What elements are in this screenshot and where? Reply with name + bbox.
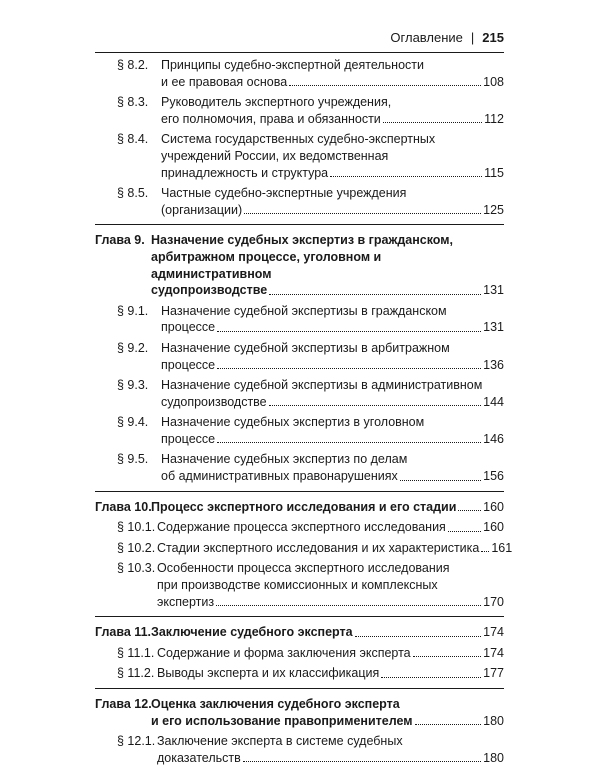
- toc-entry-number: § 8.4.: [117, 132, 149, 147]
- toc-entry-title: [161, 131, 504, 181]
- toc-page-number[interactable]: 174: [483, 625, 504, 640]
- toc-page-number[interactable]: 161: [491, 540, 513, 555]
- toc-entry-last-line: [151, 713, 504, 730]
- toc-entry-number: § 8.3.: [117, 95, 149, 110]
- toc-entry-last-line: [157, 750, 504, 767]
- dot-leader: [458, 510, 481, 511]
- toc-entry-last-line: [161, 394, 504, 411]
- toc-entry-number: § 10.2.: [117, 540, 156, 555]
- toc-entry-title-line: Содержание процесса экспертного исследования: [157, 520, 446, 535]
- toc-entry-title-line: Назначение судебных экспертиз по делам: [161, 452, 408, 467]
- toc-section-entry[interactable]: [95, 560, 504, 610]
- toc-page-number[interactable]: 160: [483, 499, 504, 514]
- dot-leader: [217, 331, 481, 332]
- header-section-title: Оглавление: [390, 30, 463, 45]
- toc-entry-title-line: Назначение судебной экспертизы в административном: [161, 378, 483, 393]
- toc-entry-title: [161, 185, 504, 218]
- toc-entry-title-line: экспертиз: [157, 594, 215, 609]
- toc-entry-number: § 9.5.: [117, 452, 149, 467]
- toc-entry-last-line: [161, 74, 504, 91]
- toc-entry-title-line: Оценка заключения судебного эксперта: [151, 697, 400, 711]
- dot-leader: [330, 176, 482, 177]
- toc-entry-last-line: [161, 319, 504, 336]
- toc-entry-title-line: Назначение судебной экспертизы в арбитражном: [161, 340, 450, 355]
- toc-page-number[interactable]: 125: [483, 202, 504, 217]
- toc-page-number[interactable]: 131: [483, 320, 504, 335]
- toc-entry-number: § 10.1.: [117, 520, 156, 535]
- toc-entry-title-line: и его использование правоприменителем: [151, 713, 413, 728]
- toc-entry-last-line: [161, 468, 504, 485]
- toc-entry-title-line: Принципы судебно-экспертной деятельности: [161, 58, 424, 72]
- toc-entry-last-line: [161, 165, 504, 182]
- toc-page-number[interactable]: 112: [484, 111, 504, 126]
- toc-entry-title: [151, 624, 504, 641]
- toc-entry-number: Глава 11.: [95, 625, 151, 640]
- toc-entry-title: [161, 451, 504, 484]
- toc-entry-title-line: процессе: [161, 320, 216, 335]
- dot-leader: [244, 213, 481, 214]
- toc-entry-title-line: Назначение судебной экспертизы в гражданском: [161, 303, 447, 318]
- toc-entry-title: [161, 94, 504, 127]
- toc-entry-number: § 8.5.: [117, 186, 149, 201]
- header-separator: |: [470, 30, 475, 45]
- toc-entry-title-line: учреждений России, их ведомственная: [161, 148, 389, 163]
- toc-entry-title: [161, 340, 504, 373]
- toc-entry-title-line: его полномочия, права и обязанности: [161, 111, 381, 126]
- toc-entry-number: § 11.2.: [117, 666, 155, 681]
- toc-entry-title-line: процессе: [161, 357, 216, 372]
- header-page-number: 215: [482, 30, 504, 45]
- toc-entry-number: § 12.1.: [117, 734, 156, 749]
- toc-entry-title: [161, 303, 504, 336]
- dot-leader: [415, 724, 482, 725]
- toc-entry-title-line: (организации): [161, 202, 243, 217]
- toc-entry-last-line: [157, 540, 512, 557]
- toc-entry-title-line: арбитражном процессе, уголовном и административном: [151, 249, 382, 281]
- toc-section-entry[interactable]: [95, 540, 513, 557]
- toc-entry-title-line: Частные судебно-экспертные учреждения: [161, 186, 407, 201]
- chapter-divider: [95, 224, 504, 225]
- chapter-divider: [95, 616, 504, 617]
- toc-entry-number: § 9.1.: [117, 303, 149, 318]
- dot-leader: [355, 636, 482, 637]
- toc-entry-last-line: [161, 357, 504, 374]
- toc-entry-last-line: [157, 665, 504, 682]
- toc-entry-title: [151, 232, 504, 298]
- toc-page-number[interactable]: 144: [483, 394, 504, 409]
- toc-entry-title-line: Заключение судебного эксперта: [151, 625, 353, 640]
- toc-entry-last-line: [151, 282, 504, 299]
- chapter-divider: [95, 491, 504, 492]
- toc-chapter-entry[interactable]: [95, 499, 504, 516]
- toc-entry-title-line: и ее правовая основа: [161, 74, 288, 89]
- toc-entry-number: Глава 12.: [95, 697, 152, 711]
- toc-entry-title-line: Назначение судебных экспертиз в уголовном: [161, 415, 425, 430]
- toc-entry-number: Глава 10.: [95, 499, 152, 514]
- toc-section-entry[interactable]: [95, 94, 504, 127]
- toc-section-entry[interactable]: [95, 131, 504, 181]
- chapter-divider: [95, 688, 504, 689]
- toc-entry-number: § 11.1.: [117, 645, 155, 660]
- toc-section-entry[interactable]: [95, 57, 504, 90]
- toc-page-number[interactable]: 156: [483, 469, 504, 484]
- toc-entry-last-line: [161, 111, 504, 128]
- toc-entry-title-line: при производстве комиссионных и комплексных: [157, 578, 438, 593]
- dot-leader: [383, 122, 482, 123]
- toc-entry-number: § 8.2.: [117, 58, 149, 72]
- dot-leader: [289, 85, 481, 86]
- toc-chapter-entry[interactable]: [95, 232, 504, 298]
- toc-entry-title-line: процессе: [161, 431, 216, 446]
- toc-chapter-entry[interactable]: [95, 624, 504, 641]
- toc-entry-title: [161, 377, 504, 410]
- toc-page-number[interactable]: 174: [483, 645, 504, 660]
- dot-leader: [216, 605, 481, 606]
- toc-entry-title: [157, 560, 504, 610]
- toc-page-number[interactable]: 170: [483, 594, 504, 609]
- toc-entry-title: [157, 519, 504, 536]
- toc-entry-number: § 9.4.: [117, 415, 149, 430]
- toc-entry-title: [161, 414, 504, 447]
- toc-entry-last-line: [161, 431, 504, 448]
- toc-page-number[interactable]: 160: [483, 520, 504, 535]
- toc-entry-title-line: Содержание и форма заключения эксперта: [157, 645, 411, 660]
- toc-entry-title-line: Особенности процесса экспертного исследования: [157, 561, 450, 576]
- dot-leader: [243, 761, 481, 762]
- toc-page-number[interactable]: 180: [483, 750, 504, 765]
- toc-page-number[interactable]: 180: [483, 713, 504, 728]
- toc-entry-title: [157, 645, 504, 662]
- toc-entry-title-line: Система государственных судебно-экспертных: [161, 132, 436, 147]
- toc-entry-last-line: [157, 519, 504, 536]
- toc-entry-last-line: [151, 499, 504, 516]
- dot-leader: [481, 551, 489, 552]
- toc-entry-number: Глава 9.: [95, 233, 145, 248]
- toc-section-entry[interactable]: [95, 377, 504, 410]
- toc-entry-last-line: [157, 645, 504, 662]
- toc-entry-number: § 10.3.: [117, 561, 156, 576]
- toc-entry-title-line: об административных правонарушениях: [161, 469, 398, 484]
- running-header: [95, 30, 504, 53]
- toc-entry-title-line: принадлежность и структура: [161, 165, 329, 180]
- toc-page-number[interactable]: 136: [483, 357, 504, 372]
- toc-section-entry[interactable]: [95, 340, 504, 373]
- toc-page-number[interactable]: 177: [483, 666, 504, 681]
- toc-section-entry[interactable]: [95, 414, 504, 447]
- toc-entry-last-line: [151, 624, 504, 641]
- toc-page-number[interactable]: 146: [483, 431, 504, 446]
- toc-entry-title-line: Заключение эксперта в системе судебных: [157, 734, 403, 749]
- toc-section-entry[interactable]: [95, 451, 504, 484]
- toc-entry-last-line: [161, 202, 504, 219]
- dot-leader: [269, 294, 481, 295]
- toc-entry-title: [157, 665, 504, 682]
- toc-page-number[interactable]: 131: [483, 283, 504, 298]
- toc-entry-title: [157, 540, 512, 557]
- toc-page-number[interactable]: 108: [483, 74, 504, 89]
- toc-entry-number: § 9.3.: [117, 378, 149, 393]
- toc-chapter-entry[interactable]: [95, 696, 504, 729]
- toc-page-number[interactable]: 115: [484, 165, 504, 180]
- toc-entry-title-line: Выводы эксперта и их классификация: [157, 666, 380, 681]
- toc-entry-title-line: Руководитель экспертного учреждения,: [161, 95, 392, 110]
- toc-entry-title-line: судопроизводстве: [161, 394, 267, 409]
- toc-section-entry[interactable]: [95, 303, 504, 336]
- toc-entry-title: [161, 57, 504, 90]
- dot-leader: [217, 442, 481, 443]
- dot-leader: [448, 531, 481, 532]
- table-of-contents: [95, 57, 513, 770]
- toc-section-entry[interactable]: [95, 645, 504, 662]
- toc-entry-title-line: судопроизводстве: [151, 283, 268, 298]
- toc-section-entry[interactable]: [95, 185, 504, 218]
- toc-entry-number: § 9.2.: [117, 340, 149, 355]
- toc-entry-title-line: Процесс экспертного исследования и его стадии: [151, 499, 457, 514]
- dot-leader: [269, 405, 482, 406]
- toc-entry-title-line: Стадии экспертного исследования и их характеристика: [157, 540, 480, 555]
- dot-leader: [400, 480, 481, 481]
- dot-leader: [381, 677, 481, 678]
- dot-leader: [413, 656, 482, 657]
- toc-entry-title-line: Назначение судебных экспертиз в гражданском,: [151, 233, 453, 248]
- toc-section-entry[interactable]: [95, 665, 504, 682]
- toc-entry-last-line: [157, 594, 504, 611]
- dot-leader: [217, 368, 481, 369]
- toc-entry-title-line: доказательств: [157, 750, 241, 765]
- toc-entry-title: [151, 499, 504, 516]
- toc-section-entry[interactable]: [95, 519, 504, 536]
- toc-entry-title: [151, 696, 504, 729]
